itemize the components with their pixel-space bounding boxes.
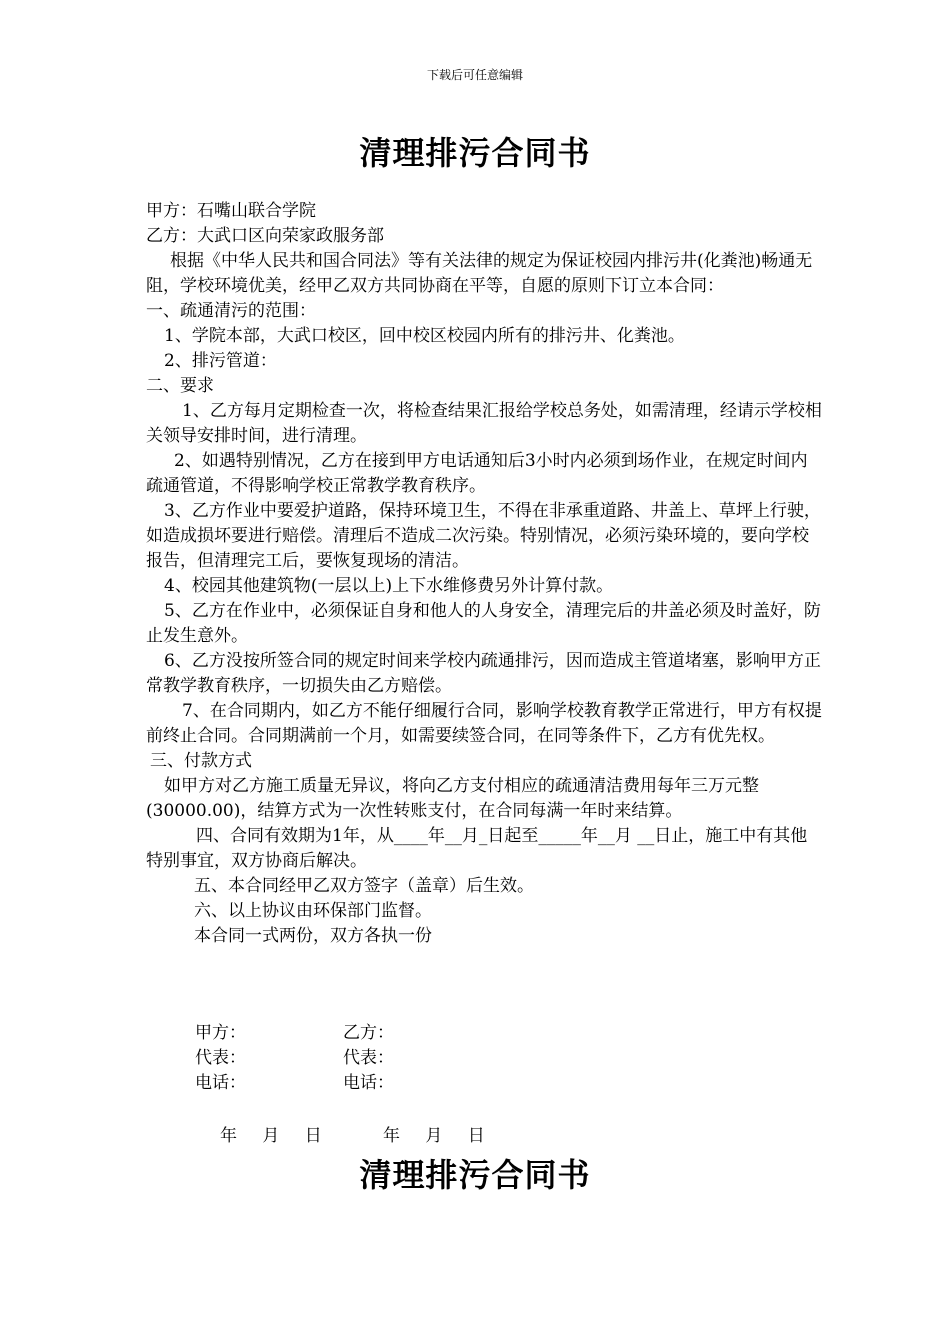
signature-block: [195, 1021, 394, 1096]
signature-row-rep: [195, 1046, 394, 1071]
date-line: [220, 1121, 495, 1146]
section-3-heading: 三、付款方式: [150, 751, 252, 771]
rep-a-label: 代表：: [195, 1048, 246, 1068]
payment-paragraph: 如甲方对乙方施工质量无异议，将向乙方支付相应的疏通清洁费用每年三万元整(30000.00)，结算方式为一次性转账支付，在合同每满一年时来结算。: [146, 776, 759, 821]
signature-row-tel: [195, 1071, 394, 1096]
party-a-sign-label: 甲方：: [195, 1023, 246, 1043]
signature-row-party: [195, 1021, 394, 1046]
party-b-sign-label: 乙方：: [343, 1023, 394, 1043]
requirement-1: 1、乙方每月定期检查一次，将检查结果汇报给学校总务处，如需清理，经请示学校相关领导安排时间，进行清理。: [146, 401, 822, 446]
copies-note: 本合同一式两份，双方各执一份: [194, 926, 432, 946]
header-note: 下载后可任意编辑: [426, 68, 523, 82]
scope-item-1: 1、学院本部，大武口校区，回中校区校园内所有的排污井、化粪池。: [164, 326, 685, 346]
date-b: 年 月 日: [383, 1126, 495, 1146]
date-a: 年 月 日: [220, 1126, 332, 1146]
requirement-2: 2、如遇特别情况，乙方在接到甲方电话通知后3小时内必须到场作业，在规定时间内疏通管道，不得影响学校正常教学教育秩序。: [146, 451, 808, 496]
document-title: 清理排污合同书: [359, 134, 591, 172]
rep-b-label: 代表：: [343, 1048, 394, 1068]
preamble-paragraph: 根据《中华人民共和国合同法》等有关法律的规定为保证校园内排污井(化粪池)畅通无阻，学校环境优美，经甲乙双方共同协商在平等，自愿的原则下订立本合同：: [146, 251, 813, 296]
document-title-repeat: 清理排污合同书: [359, 1156, 591, 1194]
section-2-heading: 二、要求: [146, 376, 214, 396]
requirement-5: 5、乙方在作业中，必须保证自身和他人的人身安全，清理完后的井盖必须及时盖好，防止发生意外。: [146, 601, 821, 646]
requirement-4: 4、校园其他建筑物(一层以上)上下水维修费另外计算付款。: [164, 576, 614, 596]
tel-b-label: 电话：: [343, 1073, 394, 1093]
section-1-heading: 一、疏通清污的范围：: [146, 301, 316, 321]
party-b-line: 乙方：大武口区向荣家政服务部: [146, 226, 384, 246]
requirement-6: 6、乙方没按所签合同的规定时间来学校内疏通排污，因而造成主管道堵塞，影响甲方正常教学教育秩序，一切损失由乙方赔偿。: [146, 651, 821, 696]
section-6-supervision: 六、以上协议由环保部门监督。: [194, 901, 432, 921]
tel-a-label: 电话：: [195, 1073, 246, 1093]
requirement-7: 7、在合同期内，如乙方不能仔细履行合同，影响学校教育教学正常进行，甲方有权提前终止合同。合同期满前一个月，如需要续签合同，在同等条件下，乙方有优先权。: [146, 701, 822, 746]
section-5-effect: 五、本合同经甲乙双方签字（盖章）后生效。: [194, 876, 534, 896]
section-4-validity: 四、合同有效期为1年，从____年__月_日起至_____年__月 __日止，施工中有其他特别事宜，双方协商后解决。: [146, 826, 808, 871]
contract-body: [146, 199, 822, 949]
scope-item-2: 2、排污管道：: [164, 351, 277, 371]
requirement-3: 3、乙方作业中要爱护道路，保持环境卫生，不得在非承重道路、井盖上、草坪上行驶，如造成损坏要进行赔偿。清理后不造成二次污染。特别情况，必须污染环境的，要向学校报告，但清理完工后，要恢复现场的清洁。: [146, 501, 821, 571]
party-a-line: 甲方：石嘴山联合学院: [146, 201, 316, 221]
